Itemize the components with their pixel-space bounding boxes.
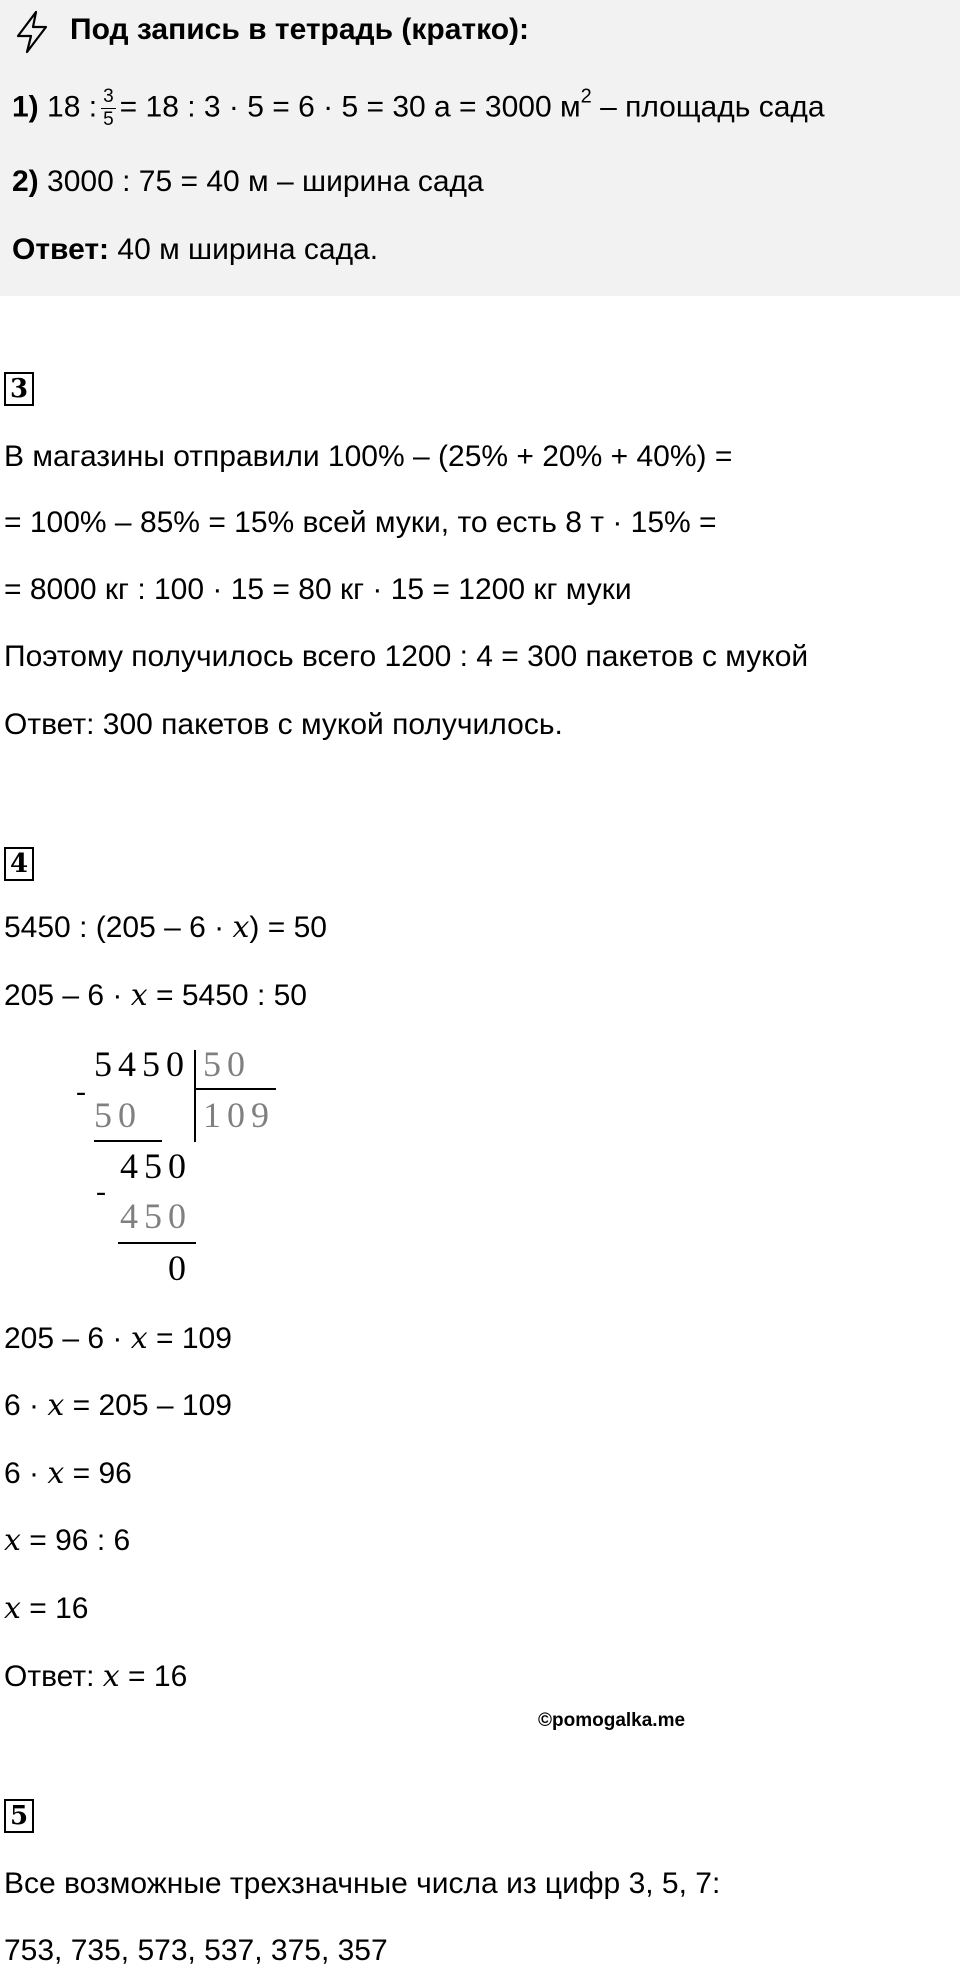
note-title: Под запись в тетрадь (кратко): bbox=[70, 13, 530, 46]
division-quotient: 109 bbox=[203, 1095, 275, 1135]
note-line-1-pre: 18 : bbox=[47, 90, 98, 124]
task-number-3: 3 bbox=[4, 372, 34, 406]
eq-text: = 16 bbox=[119, 1660, 188, 1693]
eq-text: = 16 bbox=[20, 1592, 89, 1625]
fraction-denominator: 5 bbox=[103, 109, 114, 130]
note-answer bbox=[12, 232, 378, 268]
variable-x: x bbox=[4, 1591, 21, 1626]
minus-sign: - bbox=[96, 1175, 112, 1208]
eq-text: = 205 – 109 bbox=[64, 1389, 232, 1422]
task4-eq-6 bbox=[4, 1523, 130, 1559]
task-number-4: 4 bbox=[4, 847, 34, 881]
variable-x: x bbox=[130, 978, 148, 1013]
variable-x: x bbox=[102, 1659, 120, 1694]
division-remainder: 0 bbox=[168, 1248, 192, 1288]
task4-eq-1 bbox=[4, 910, 327, 946]
watermark: ©pomogalka.me bbox=[538, 1710, 686, 1731]
eq-text: 205 – 6 · bbox=[4, 979, 131, 1012]
task4-eq-3 bbox=[4, 1321, 232, 1357]
division-step1-line bbox=[94, 1140, 162, 1142]
task5-line-2: 753, 735, 573, 537, 375, 357 bbox=[4, 1934, 388, 1967]
answer-label: Ответ: bbox=[4, 1660, 103, 1693]
note-line-1-sup: 2 bbox=[580, 85, 592, 108]
task3-line-1: В магазины отправили 100% – (25% + 20% + 40%) = bbox=[4, 440, 733, 473]
task4-eq-5 bbox=[4, 1456, 132, 1492]
task3-line-4: Поэтому получилось всего 1200 : 4 = 300 пакетов с мукой bbox=[4, 640, 809, 673]
eq-text: = 96 : 6 bbox=[20, 1524, 131, 1557]
fraction-numerator: 3 bbox=[103, 86, 114, 107]
task5-line-1: Все возможные трехзначные числа из цифр 3, 5, 7: bbox=[4, 1867, 721, 1900]
note-line-2 bbox=[12, 164, 484, 200]
division-bar-vertical bbox=[194, 1050, 196, 1142]
task3-line-3: = 8000 кг : 100 · 15 = 80 кг · 15 = 1200 кг муки bbox=[4, 573, 632, 606]
task-number-5: 5 bbox=[4, 1799, 34, 1833]
variable-x: x bbox=[47, 1456, 65, 1491]
eq-text: 6 · bbox=[4, 1457, 48, 1490]
minus-sign: - bbox=[76, 1075, 92, 1108]
division-step1-remainder: 450 bbox=[120, 1146, 192, 1186]
eq-text: 205 – 6 · bbox=[4, 1322, 131, 1355]
eq-text: = 96 bbox=[64, 1457, 132, 1490]
task4-eq-2 bbox=[4, 978, 307, 1014]
task3-line-2: = 100% – 85% = 15% всей муки, то есть 8 т · 15% = bbox=[4, 506, 717, 539]
lightning-icon bbox=[8, 8, 56, 56]
note-line-1-label: 1) bbox=[12, 90, 39, 124]
note-line-2-text: 3000 : 75 = 40 м – ширина сада bbox=[47, 165, 484, 198]
eq-text: ) = 50 bbox=[249, 911, 327, 944]
note-line-1-post: – площадь сада bbox=[591, 90, 825, 124]
division-step1-subtrahend: 50 bbox=[94, 1095, 142, 1135]
eq-text: = 109 bbox=[147, 1322, 232, 1355]
note-answer-label: Ответ: bbox=[12, 233, 110, 266]
task4-eq-4 bbox=[4, 1388, 232, 1424]
note-line-1 bbox=[12, 86, 825, 131]
task4-eq-7 bbox=[4, 1591, 88, 1627]
task4-answer bbox=[4, 1659, 187, 1695]
eq-text: 6 · bbox=[4, 1389, 48, 1422]
fraction bbox=[101, 86, 116, 131]
eq-text: 5450 : (205 – 6 · bbox=[4, 911, 233, 944]
note-answer-text: 40 м ширина сада. bbox=[117, 233, 379, 266]
variable-x: x bbox=[4, 1523, 21, 1558]
task3-line-5: Ответ: 300 пакетов с мукой получилось. bbox=[4, 708, 563, 741]
note-line-1-mid: = 18 : 3 · 5 = 6 · 5 = 30 а = 3000 м bbox=[119, 90, 581, 124]
variable-x: x bbox=[130, 1321, 148, 1356]
note-line-2-label: 2) bbox=[12, 165, 39, 198]
variable-x: x bbox=[47, 1388, 65, 1423]
division-step2-line bbox=[118, 1242, 196, 1244]
division-bar-horizontal bbox=[194, 1088, 276, 1090]
division-dividend: 5450 bbox=[94, 1044, 190, 1084]
division-step2-subtrahend: 450 bbox=[120, 1196, 192, 1236]
variable-x: x bbox=[232, 910, 250, 945]
division-divisor: 50 bbox=[203, 1044, 251, 1084]
eq-text: = 5450 : 50 bbox=[147, 979, 307, 1012]
